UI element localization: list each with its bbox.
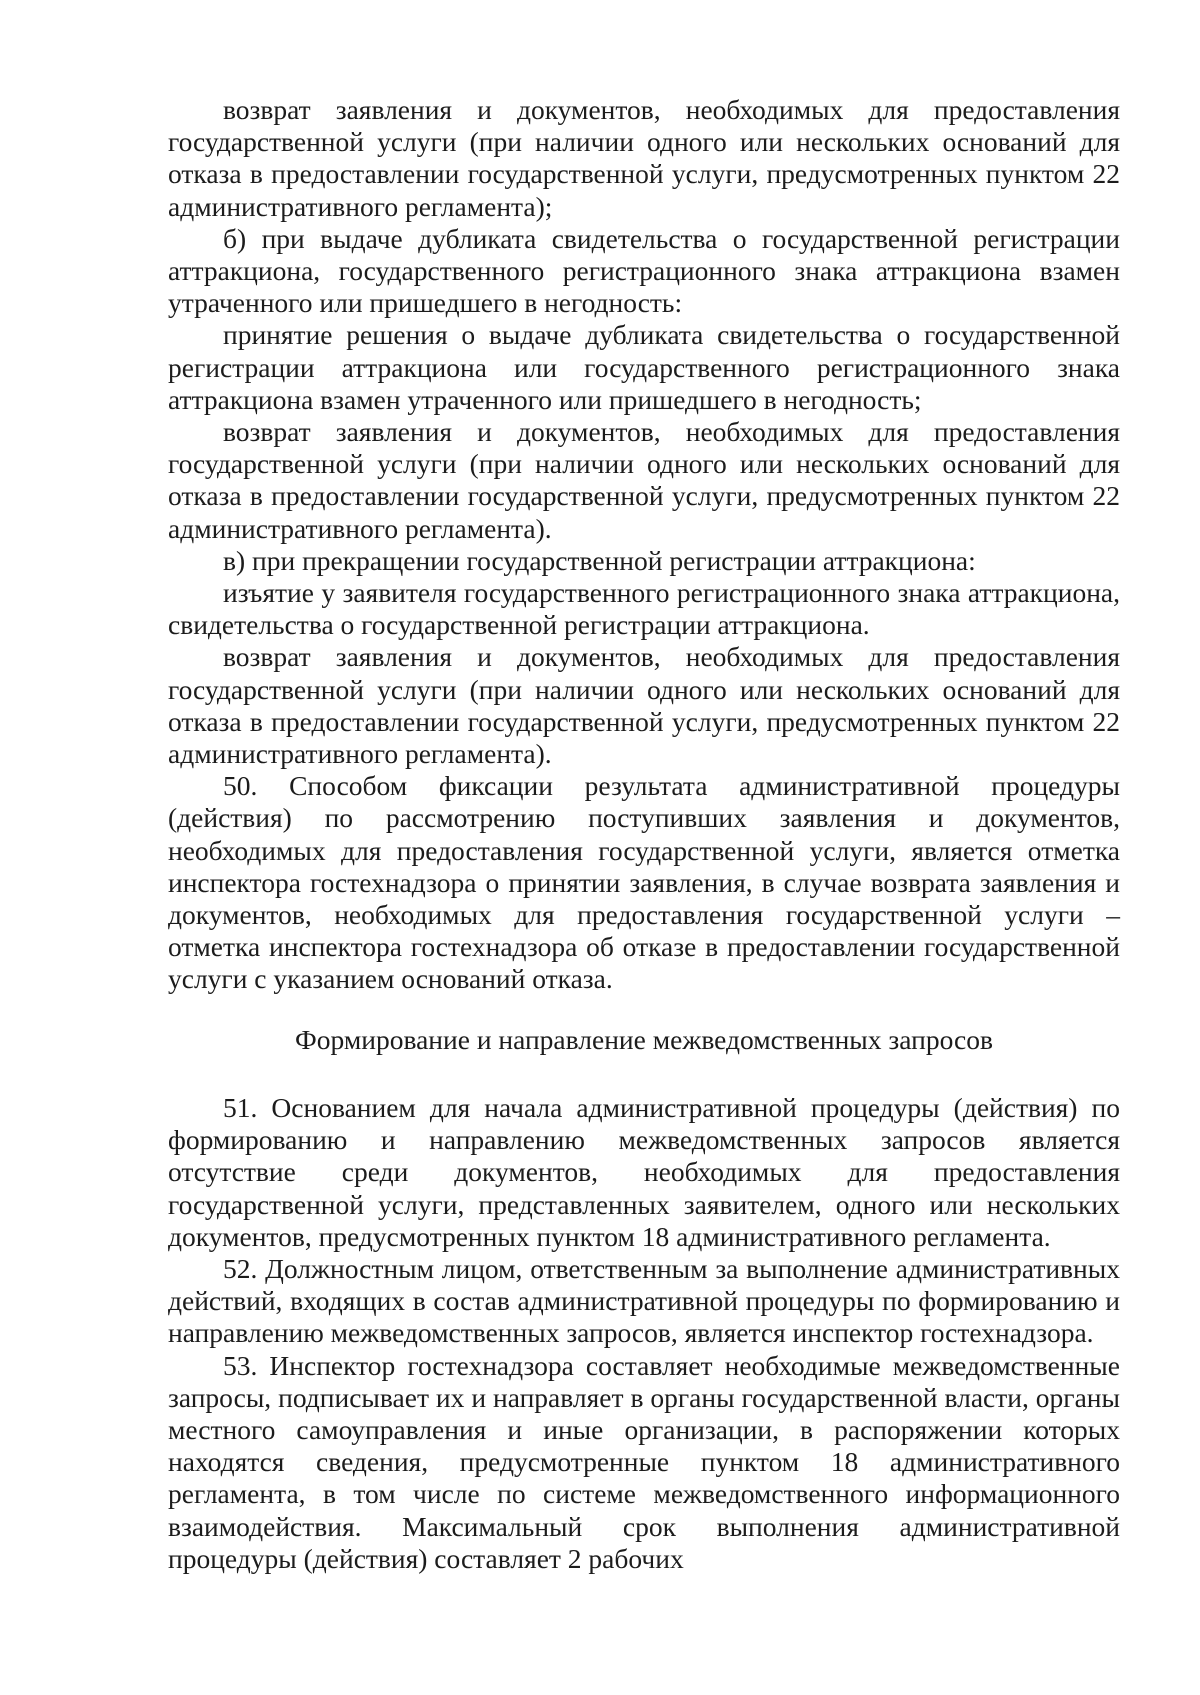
paragraph-b-duplicate-issue: б) при выдаче дубликата свидетельства о государственной регистрации аттракциона, государственного регистрационного знака аттракциона взамен утраченного или пришедшего в негодность: — [168, 222, 1120, 319]
paragraph-withdrawal: изъятие у заявителя государственного регистрационного знака аттракциона, свидетельства о государственной регистрации аттракциона. — [168, 577, 1120, 641]
paragraph-item-50: 50. Способом фиксации результата административной процедуры (действия) по рассмотрению поступивших заявления и документов, необходимых для предоставления государственной услуги, является отметка инспектора гостехнадзора о принятии заявления, в случае возврата заявления и документов, необходимых для предоставления государственной услуги – отметка инспектора гостехнадзора об отказе в предоставлении государственной услуги с указанием оснований отказа. — [168, 770, 1120, 995]
paragraph-duplicate-decision: принятие решения о выдаче дубликата свидетельства о государственной регистрации аттракциона или государственного регистрационного знака аттракциона взамен утраченного или пришедшего в негодность; — [168, 319, 1120, 415]
paragraph-return-application-2: возврат заявления и документов, необходимых для предоставления государственной услуги (при наличии одного или нескольких оснований для отказа в предоставлении государственной услуги, предусмотренных пунктом 22 административного регламента). — [168, 416, 1120, 544]
document-body — [168, 94, 1120, 1575]
paragraph-item-51: 51. Основанием для начала административной процедуры (действия) по формированию и направлению межведомственных запросов является отсутствие среди документов, необходимых для предоставления государственной услуги, представленных заявителем, одного или нескольких документов, предусмотренных пунктом 18 административного регламента. — [168, 1091, 1120, 1252]
paragraph-item-52: 52. Должностным лицом, ответственным за выполнение административных действий, входящих в состав административной процедуры по формированию и направлению межведомственных запросов, является инспектор гостехнадзора. — [168, 1252, 1120, 1349]
paragraph-item-53: 53. Инспектор гостехнадзора составляет необходимые межведомственные запросы, подписывает их и направляет в органы государственной власти, органы местного самоуправления и иные организации, в распоряжении которых находятся сведения, предусмотренные пунктом 18 административного регламента, в том числе по системе межведомственного информационного взаимодействия. Максимальный срок выполнения административной процедуры (действия) составляет 2 рабочих — [168, 1349, 1120, 1574]
paragraph-return-application-1: возврат заявления и документов, необходимых для предоставления государственной услуги (при наличии одного или нескольких оснований для отказа в предоставлении государственной услуги, предусмотренных пунктом 22 административного регламента); — [168, 94, 1120, 222]
paragraph-return-application-3: возврат заявления и документов, необходимых для предоставления государственной услуги (при наличии одного или нескольких оснований для отказа в предоставлении государственной услуги, предусмотренных пунктом 22 административного регламента). — [168, 641, 1120, 770]
section-heading: Формирование и направление межведомственных запросов — [295, 1023, 993, 1055]
paragraph-v-termination: в) при прекращении государственной регистрации аттракциона: — [223, 544, 976, 576]
